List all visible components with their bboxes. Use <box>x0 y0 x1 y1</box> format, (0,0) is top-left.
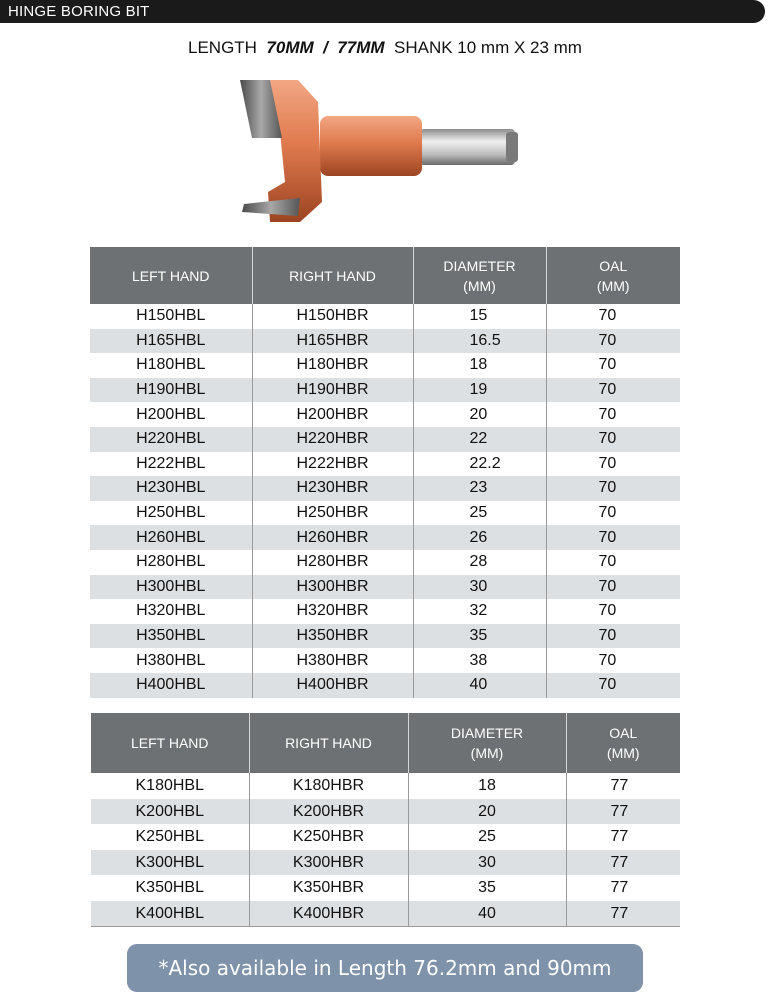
table-cell: K250HBR <box>249 824 408 850</box>
table-cell: 23 <box>413 476 546 501</box>
table-cell: 77 <box>566 799 680 825</box>
table-cell: 25 <box>413 501 546 526</box>
table-cell: 28 <box>413 550 546 575</box>
table-cell: H350HBL <box>90 624 252 649</box>
table-cell: 25 <box>408 824 566 850</box>
spec-separator: / <box>323 38 328 57</box>
table-row <box>91 773 680 799</box>
table-row <box>91 875 680 901</box>
table-cell: H250HBR <box>252 501 413 526</box>
table-cell: 30 <box>408 850 566 876</box>
table-70mm <box>90 247 680 698</box>
table-cell: 77 <box>566 773 680 799</box>
table-cell: H380HBL <box>136 651 206 669</box>
header-oal <box>546 247 680 304</box>
table-cell: 70 <box>546 402 680 427</box>
table-cell: 30 <box>413 575 546 600</box>
spec-length-label: LENGTH <box>188 38 257 57</box>
spec-line <box>0 38 770 58</box>
table-cell: 35 <box>413 624 546 649</box>
table-cell: 38 <box>413 648 546 673</box>
table-row <box>90 575 680 600</box>
table-cell: 77 <box>566 824 680 850</box>
spec-length-70: 70MM <box>266 38 314 57</box>
table-row <box>90 648 680 673</box>
header-oal <box>566 713 680 773</box>
title-bar <box>0 0 765 23</box>
table-row <box>90 304 680 329</box>
table-row <box>91 901 680 927</box>
header-text: OAL <box>609 725 638 741</box>
table-cell: 40 <box>413 673 546 698</box>
header-left-hand: LEFT HAND <box>91 713 249 773</box>
table-cell: 15 <box>413 304 546 329</box>
header-text: (MM) <box>470 745 504 761</box>
table-cell: 70 <box>546 501 680 526</box>
table-cell: H150HBL <box>136 307 206 325</box>
header-left-hand: LEFT HAND <box>90 247 252 304</box>
table-cell: 26 <box>413 525 546 550</box>
table-row <box>90 673 680 698</box>
table-cell: H280HBR <box>252 550 413 575</box>
table-cell: 70 <box>546 575 680 600</box>
table-cell: H400HBL <box>90 673 252 698</box>
table-row <box>91 850 680 876</box>
header-text: DIAMETER <box>450 725 524 741</box>
table-77mm <box>91 713 680 927</box>
table-cell: H165HBL <box>90 329 252 354</box>
table-row <box>90 476 680 501</box>
table-cell: H190HBR <box>252 378 413 403</box>
table-cell: 70 <box>546 476 680 501</box>
table-cell: H320HBR <box>252 599 413 624</box>
table-cell: 70 <box>546 599 680 624</box>
table-cell: H260HBR <box>252 525 413 550</box>
table-row <box>90 402 680 427</box>
table-row <box>91 824 680 850</box>
table-row <box>90 624 680 649</box>
table-cell: K350HBL <box>135 879 204 897</box>
table-cell: 22.2 <box>413 452 546 477</box>
table-cell: K250HBL <box>135 828 204 846</box>
table-header-row <box>90 247 680 304</box>
table-cell: K200HBR <box>249 799 408 825</box>
table-cell: 77 <box>566 875 680 901</box>
header-text: (MM) <box>596 277 630 294</box>
table-header-row <box>91 713 680 773</box>
table-cell: H280HBL <box>136 553 206 571</box>
header-text: (MM) <box>463 277 496 294</box>
table-row <box>90 329 680 354</box>
table-cell: K300HBR <box>249 850 408 876</box>
table-cell: H220HBR <box>252 427 413 452</box>
table-cell: 70 <box>546 304 680 329</box>
table-cell: H230HBR <box>252 476 413 501</box>
table-cell: H230HBL <box>90 476 252 501</box>
table-cell: 77 <box>566 850 680 876</box>
header-right-hand: RIGHT HAND <box>249 713 408 773</box>
table-row <box>90 353 680 378</box>
table-cell: 70 <box>546 452 680 477</box>
table-row <box>90 599 680 624</box>
table-cell: H300HBR <box>252 575 413 600</box>
table-cell: 19 <box>413 378 546 403</box>
table-cell: H150HBR <box>252 304 413 329</box>
table-cell: 70 <box>546 550 680 575</box>
table-cell: 16.5 <box>413 329 546 354</box>
table-cell: H220HBL <box>90 427 252 452</box>
table-cell: H165HBR <box>252 329 413 354</box>
table-cell: 70 <box>546 648 680 673</box>
table-row <box>91 799 680 825</box>
table-cell: H260HBL <box>90 525 252 550</box>
table-row <box>90 525 680 550</box>
header-diameter <box>408 713 566 773</box>
table-cell: 22 <box>413 427 546 452</box>
table-cell: K180HBR <box>249 773 408 799</box>
table-cell: 32 <box>413 599 546 624</box>
table-cell: 70 <box>546 525 680 550</box>
table-cell: H222HBL <box>136 454 206 472</box>
table-cell: H320HBL <box>136 602 206 620</box>
table-row <box>90 501 680 526</box>
table-cell: H400HBR <box>252 673 413 698</box>
hinge-boring-bit-image <box>230 72 530 232</box>
table-cell: 18 <box>413 353 546 378</box>
table-cell: K180HBL <box>135 777 204 795</box>
header-right-hand: RIGHT HAND <box>252 247 413 304</box>
page-title: HINGE BORING BIT <box>8 3 150 20</box>
table-cell: K300HBL <box>91 850 249 876</box>
table-cell: 70 <box>546 378 680 403</box>
header-diameter <box>413 247 546 304</box>
table-cell: K200HBL <box>91 799 249 825</box>
header-text: DIAMETER <box>443 257 516 274</box>
table-cell: K400HBR <box>249 901 408 927</box>
table-cell: 20 <box>413 402 546 427</box>
table-row <box>90 452 680 477</box>
table-cell: H250HBL <box>136 504 206 522</box>
table-row <box>90 550 680 575</box>
table-cell: 70 <box>546 353 680 378</box>
table-cell: K400HBL <box>91 901 249 927</box>
spec-length-77: 77MM <box>337 38 385 57</box>
table-cell: H200HBL <box>136 405 206 423</box>
table-cell: 70 <box>546 624 680 649</box>
table-cell: H222HBR <box>252 452 413 477</box>
table-cell: 70 <box>546 673 680 698</box>
spec-shank: SHANK 10 mm X 23 mm <box>393 38 582 57</box>
table-cell: H350HBR <box>252 624 413 649</box>
table-cell: K350HBR <box>249 875 408 901</box>
table-cell: 77 <box>566 901 680 927</box>
table-cell: H300HBL <box>90 575 252 600</box>
table-cell: H190HBL <box>90 378 252 403</box>
table-row <box>90 427 680 452</box>
availability-note: *Also available in Length 76.2mm and 90mm <box>127 944 643 992</box>
table-cell: 18 <box>408 773 566 799</box>
table-cell: H200HBR <box>252 402 413 427</box>
table-cell: H180HBR <box>252 353 413 378</box>
table-cell: 40 <box>408 901 566 927</box>
table-cell: 70 <box>546 329 680 354</box>
table-cell: H180HBL <box>136 356 206 374</box>
table-cell: 20 <box>408 799 566 825</box>
table-row <box>90 378 680 403</box>
header-text: OAL <box>599 257 628 274</box>
table-cell: 70 <box>546 427 680 452</box>
table-cell: H380HBR <box>252 648 413 673</box>
table-cell: 35 <box>408 875 566 901</box>
header-text: (MM) <box>606 745 640 761</box>
